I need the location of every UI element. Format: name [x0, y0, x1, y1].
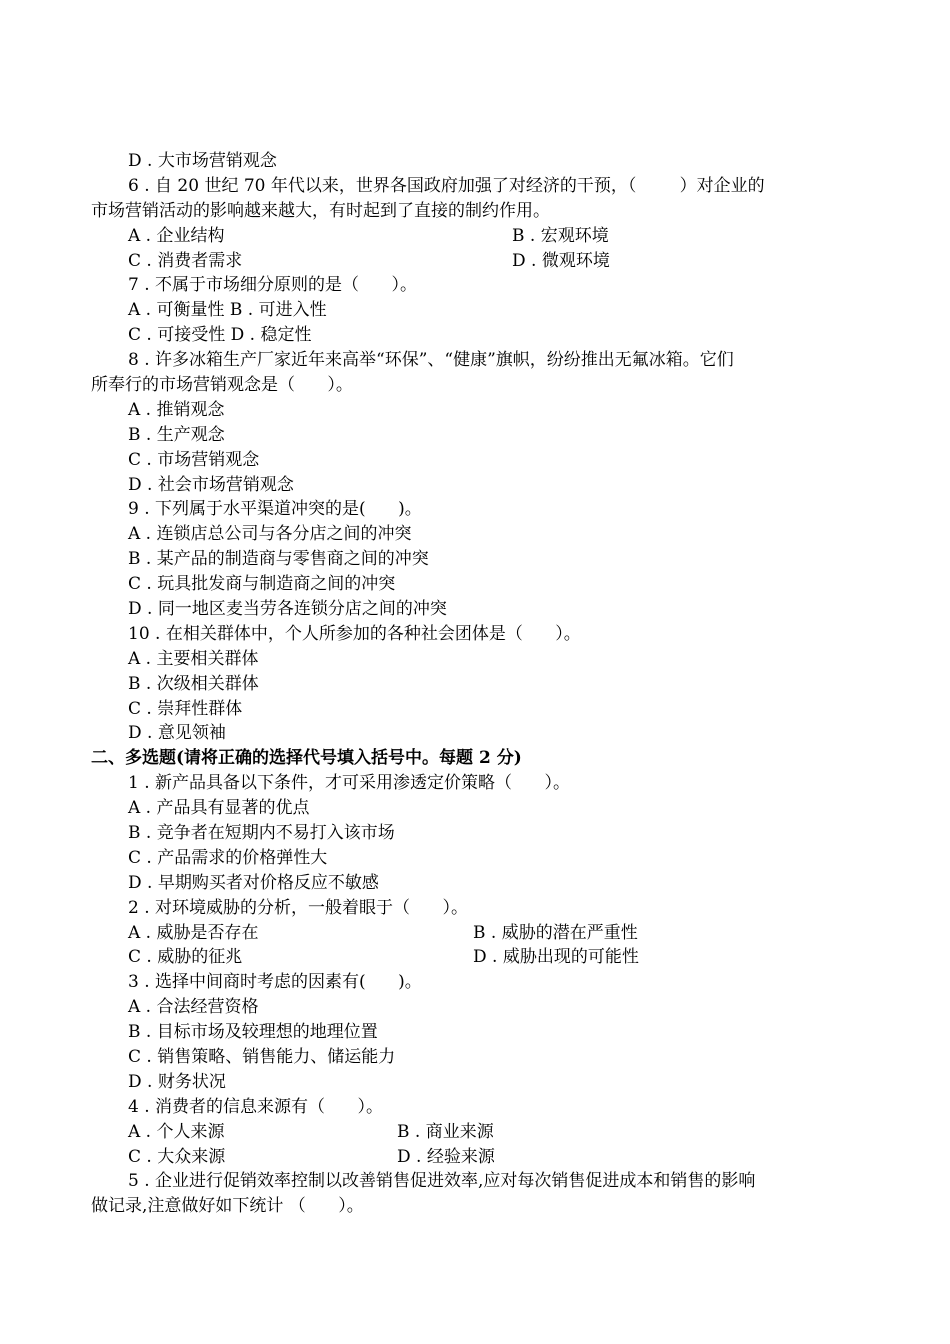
option-line: A . 连锁店总公司与各分店之间的冲突: [128, 524, 412, 544]
option-line: A . 主要相关群体: [128, 649, 259, 669]
option-line: B . 生产观念: [128, 425, 225, 445]
text-line: 所奉行的市场营销观念是（ ）。: [91, 375, 353, 395]
text-line: D . 大市场营销观念: [128, 151, 277, 171]
option-line: B . 目标市场及较理想的地理位置: [128, 1022, 378, 1042]
text-line: 做记录,注意做好如下统计 （ ）。: [91, 1196, 364, 1216]
option-line: C . 销售策略、销售能力、储运能力: [128, 1047, 396, 1067]
option-line: C . 市场营销观念: [128, 450, 260, 470]
question-line: 9 . 下列属于水平渠道冲突的是( )。: [128, 499, 422, 519]
question-line: 2 . 对环境威胁的分析，一般着眼于（ ）。: [128, 898, 468, 918]
question-line: 8 . 许多冰箱生产厂家近年来高举“环保”、“健康”旗帜，纷纷推出无氟冰箱。它们: [128, 350, 734, 370]
option-line: A . 可衡量性 B . 可进入性: [128, 300, 327, 320]
option-line: D . 同一地区麦当劳各连锁分店之间的冲突: [128, 599, 447, 619]
option-line: B . 次级相关群体: [128, 674, 259, 694]
text-line: 市场营销活动的影响越来越大，有时起到了直接的制约作用。: [91, 201, 550, 221]
question-line: 7 . 不属于市场细分原则的是（ ）。: [128, 275, 417, 295]
option-line: D . 意见领袖: [128, 723, 226, 743]
option-line: A . 合法经营资格: [128, 997, 259, 1017]
question-line: 3 . 选择中间商时考虑的因素有( )。: [128, 972, 422, 992]
option-line: D . 财务状况: [128, 1072, 226, 1092]
option-line: C . 大众来源: [128, 1147, 226, 1167]
question-line: 1 . 新产品具备以下条件，才可采用渗透定价策略（ ）。: [128, 773, 570, 793]
option-line: D . 微观环境: [512, 251, 610, 271]
option-line: A . 企业结构: [128, 226, 225, 246]
option-line: B . 某产品的制造商与零售商之间的冲突: [128, 549, 429, 569]
question-line: 4 . 消费者的信息来源有（ ）。: [128, 1097, 383, 1117]
option-line: C . 玩具批发商与制造商之间的冲突: [128, 574, 396, 594]
option-line: D . 经验来源: [397, 1147, 495, 1167]
option-line: B . 宏观环境: [512, 226, 609, 246]
option-line: C . 崇拜性群体: [128, 699, 243, 719]
option-line: A . 推销观念: [128, 400, 225, 420]
option-line: D . 社会市场营销观念: [128, 475, 294, 495]
option-line: B . 商业来源: [397, 1122, 494, 1142]
question-line: 10 . 在相关群体中，个人所参加的各种社会团体是（ ）。: [128, 624, 581, 644]
option-line: C . 产品需求的价格弹性大: [128, 848, 328, 868]
option-line: C . 威胁的征兆: [128, 947, 243, 967]
option-line: A . 威胁是否存在: [128, 923, 259, 943]
option-line: D . 早期购买者对价格反应不敏感: [128, 873, 379, 893]
option-line: B . 威胁的潜在严重性: [473, 923, 638, 943]
section-heading: 二、多选题(请将正确的选择代号填入括号中。每题 2 分): [91, 748, 522, 768]
option-line: C . 消费者需求: [128, 251, 243, 271]
question-line: 5 . 企业进行促销效率控制以改善销售促进效率,应对每次销售促进成本和销售的影响: [128, 1171, 756, 1191]
option-line: A . 产品具有显著的优点: [128, 798, 310, 818]
option-line: B . 竞争者在短期内不易打入该市场: [128, 823, 395, 843]
option-line: C . 可接受性 D . 稳定性: [128, 325, 312, 345]
option-line: D . 威胁出现的可能性: [473, 947, 639, 967]
question-line: 6 . 自 20 世纪 70 年代以来，世界各国政府加强了对经济的干预，（ ）对企业的: [128, 176, 765, 196]
option-line: A . 个人来源: [128, 1122, 225, 1142]
